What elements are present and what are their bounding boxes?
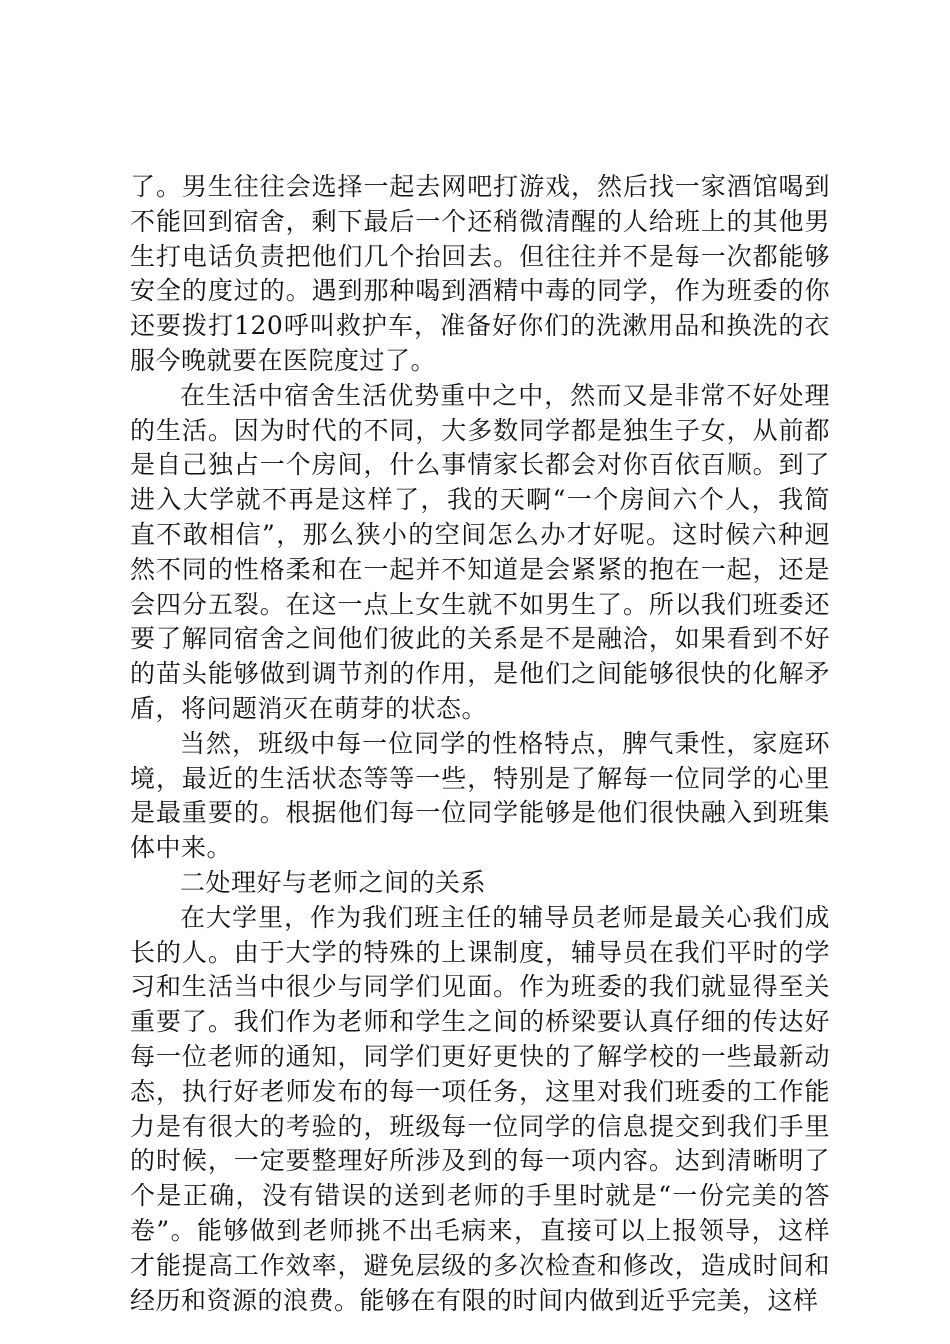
paragraph-student-traits: 当然，班级中每一位同学的性格特点，脾气秉性，家庭环境，最近的生活状态等等一些，特别是了解每一位同学的心里是最重要的。根据他们每一位同学能够是他们很快融入到班集体中来。	[130, 728, 830, 863]
paragraph-dormitory-life: 在生活中宿舍生活优势重中之中，然而又是非常不好处理的生活。因为时代的不同，大多数同学都是独生子女，从前都是自己独占一个房间，什么事情家长都会对你百依百顺。到了进入大学就不再是这样了，我的天啊“一个房间六个人，我简直不敢相信”，那么狭小的空间怎么办才好呢。这时候六种迥然不同的性格柔和在一起并不知道是会紧紧的抱在一起，还是会四分五裂。在这一点上女生就不如男生了。所以我们班委还要了解同宿舍之间他们彼此的关系是不是融洽，如果看到不好的苗头能够做到调节剂的作用，是他们之间能够很快的化解矛盾，将问题消灭在萌芽的状态。	[130, 380, 830, 723]
section-heading: 二处理好与老师之间的关系	[180, 867, 487, 897]
document-page	[130, 170, 830, 1318]
paragraph-continuation: 了。男生往往会选择一起去网吧打游戏，然后找一家酒馆喝到不能回到宿舍，剩下最后一个还稍微清醒的人给班上的其他男生打电话负责把他们几个抬回去。但往往并不是每一次都能够安全的度过的。遇到那种喝到酒精中毒的同学，作为班委的你还要拨打120呼叫救护车，准备好你们的洗漱用品和换洗的衣服今晚就要在医院度过了。	[130, 172, 830, 375]
paragraph-teacher-relations: 在大学里，作为我们班主任的辅导员老师是最关心我们成长的人。由于大学的特殊的上课制度，辅导员在我们平时的学习和生活当中很少与同学们见面。作为班委的我们就显得至关重要了。我们作为老师和学生之间的桥梁要认真仔细的传达好每一位老师的通知，同学们更好更快的了解学校的一些最新动态，执行好老师发布的每一项任务，这里对我们班委的工作能力是有很大的考验的，班级每一位同学的信息提交到我们手里的时候，一定要整理好所涉及到的每一项内容。达到清晰明了个是正确，没有错误的送到老师的手里时就是“一份完美的答卷”。能够做到老师挑不出毛病来，直接可以上报领导，这样才能提高工作效率，避免层级的多次检查和修改，造成时间和经历和资源的浪费。能够在有限的时间内做到近乎完美，这样	[130, 902, 830, 1315]
